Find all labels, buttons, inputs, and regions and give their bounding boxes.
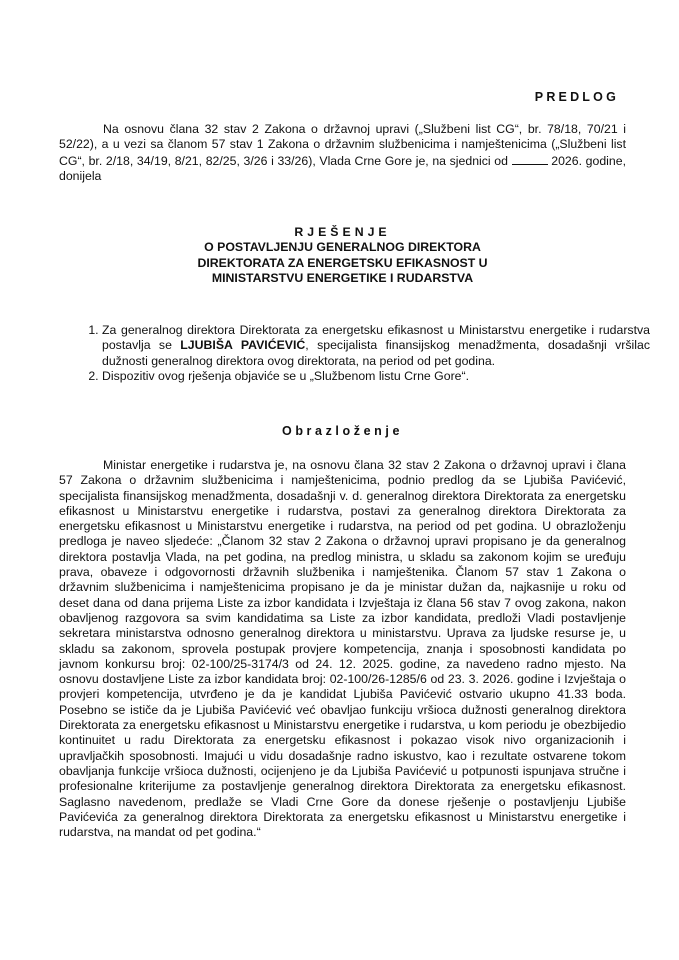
appointee-name: LJUBIŠA PAVIĆEVIĆ [180, 338, 306, 353]
decision-title-line-2: O POSTAVLJENJU GENERALNOG DIREKTORA [204, 240, 481, 255]
item-1-text-end: , specijalista finansijskog menadžmenta, dosadašnji vršilac dužnosti generalnog direktora ovog direktorata, na period od pet godina. [102, 338, 650, 368]
document-status-marker: PREDLOG [534, 90, 619, 104]
decision-title [59, 225, 626, 287]
intro-paragraph [59, 122, 626, 184]
decision-item-2: 2. Dispozitiv ovog rješenja objaviće se u „Službenom listu Crne Gore“. [102, 369, 650, 384]
decision-items-list [78, 323, 650, 384]
intro-text-start: Na osnovu člana 32 stav 2 Zakona o državnoj upravi („Službeni list CG“, br. 78/18, 70/21 i 52/22), a u vezi sa članom 57 stav 1 Zakona o državnim službenicima i namještenicima („Službeni list CG“, br. 2/18, 34/19, 8/21, 82/25, 3/26 i 33/26), Vlada Crne Gore je, na sjednici od [59, 122, 626, 168]
decision-title-line-1: RJEŠENJE [294, 225, 391, 239]
decision-title-line-3: DIREKTORATA ZA ENERGETSKU EFIKASNOST U [197, 255, 488, 270]
reasoning-paragraph: Ministar energetike i rudarstva je, na osnovu člana 32 stav 2 Zakona o državnoj upravi i člana 57 Zakona o državnim službenicima i namještenicima, podnio predlog da se Ljubiša Pavićević, specijalista finansijskog menadžmenta, dosadašnji v. d. generalnog direktora Direktorata za energetsku efikasnost u Ministarstvu energetike i rudarstva, postavi za generalnog direktora Direktorata za energetsku efikasnost u Ministarstvu energetike i rudarstva, na period od pet godina. U obrazloženju predloga je naveo sljedeće: „Članom 32 stav 2 Zakona o državnoj upravi propisano je da generalnog direktora postavlja Vlada, na pet godina, na predlog ministra, u skladu sa zakonom kojim se uređuju prava, obaveze i odgovornosti državnih službenika i namještenika. Članom 57 stav 1 Zakona o državnim službenicima i namještenicima propisano je da je ministar dužan da, najkasnije u roku od deset dana od dana prijema Liste za izbor kandidata i Izvještaja iz člana 56 stav 7 ovog zakona, nakon obavljenog razgovora sa svim kandidatima sa Liste za izbor kandidata, predloži Vladi postavljenje sekretara ministarstva odnosno generalnog direktora u ministarstvu. Uprava za ljudske resurse je, u skladu sa zakonom, sprovela postupak provjere kompetencija, znanja i sposobnosti kandidata po javnom konkursu broj: 02-100/25-3174/3 od 24. 12. 2025. godine, za navedeno radno mjesto. Na osnovu dostavljene Liste za izbor kandidata broj: 02-100/26-1285/6 od 23. 3. 2026. godine i Izvještaja o provjeri kompetencija, utvrđeno je da je kandidat Ljubiša Pavićević ostvario ukupno 41.33 boda. Posebno se ističe da je Ljubiša Pavićević već obavljao funkciju vršioca dužnosti generalnog direktora Direktorata za energetsku efikasnost u Ministarstvu energetike i rudarstva, u kom periodu je obezbijedio kontinuitet u radu Direktorata za energetsku efikasnost i pokazao visok nivo organizacionih i upravljačkih sposobnosti. Imajući u vidu dosadašnje radno iskustvo, kao i rezultate ostvarene tokom obavljanja funkcije vršioca dužnosti, ocijenjeno je da Ljubiša Pavićević u potpunosti ispunjava stručne i profesionalne kriterijume za postavljenje generalnog direktora Direktorata za energetsku efikasnost. Saglasno navedenom, predlaže se Vladi Crne Gore da donese rješenje o postavljenju Ljubiše Pavićevića za generalnog direktora Direktorata za energetsku efikasnost u Ministarstvu energetike i rudarstva, na mandat od pet godina.“ [59, 458, 626, 840]
reasoning-heading: Obrazloženje [282, 424, 403, 438]
decision-item-1 [102, 323, 650, 369]
item-1-text-start: Za generalnog direktora Direktorata za energetsku efikasnost u Ministarstvu energetike i rudarstva postavlja se [102, 323, 650, 353]
intro-text-end: 2026. godine, donijela [59, 153, 626, 183]
decision-title-line-4: MINISTARSTVU ENERGETIKE I RUDARSTVA [211, 271, 474, 286]
date-blank-line [512, 153, 548, 165]
